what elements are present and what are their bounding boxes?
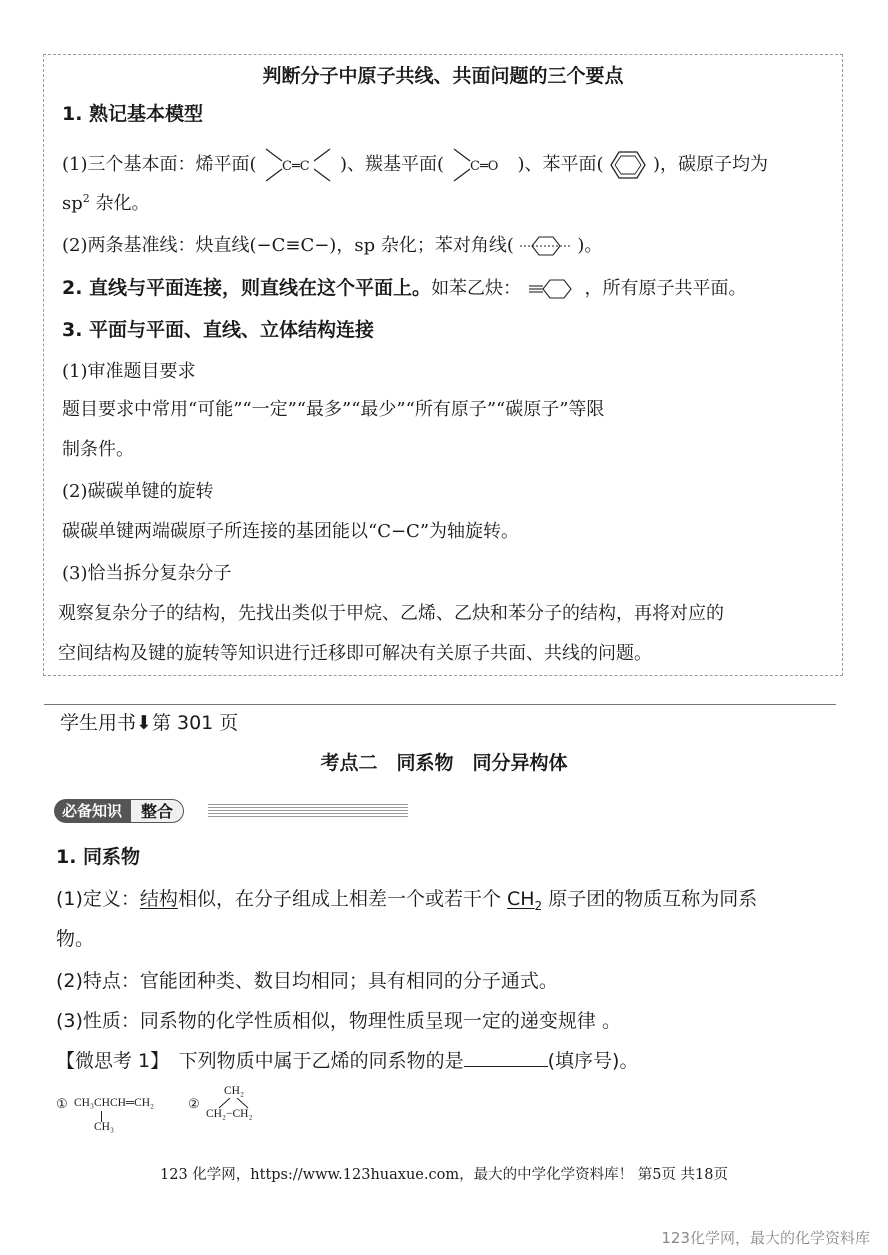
phenylacetylene-icon [527, 277, 579, 301]
section-divider [44, 704, 836, 705]
benzene-ring-icon [609, 149, 647, 181]
definition-line: (1)定义：结构相似，在分子组成上相差一个或若干个 $CH_2$ 原子团的物质互称为同系 [56, 888, 758, 913]
definition-line-2: 物。 [56, 928, 95, 950]
knowledge-tag [54, 798, 184, 824]
homolog-heading: 1. 同系物 [56, 846, 141, 868]
alkene-plane-structure [262, 145, 334, 185]
three-planes-line: (1)三个基本面：烯平面( C═C )、羰基平面( C═O )、苯平面( )，碳原子均为 [62, 145, 768, 185]
box-title: 判断分子中原子共线、共面问题的三个要点 [262, 65, 624, 87]
split-body-2: 空间结构及键的旋转等知识进行迁移即可解决有关原子共面、共线的问题。 [58, 643, 652, 664]
requirements-body-1: 题目要求中常用“可能”“一定”“最多”“最少”“所有原子”“碳原子”等限 [62, 399, 605, 420]
tag-decoration [208, 804, 408, 818]
down-arrow-icon: ⬇ [136, 712, 152, 734]
feature-line: (2)特点：官能团种类、数目均相同；具有相同的分子通式。 [56, 970, 558, 992]
alkene-label: C═C [282, 159, 310, 174]
plane-connect-heading: 3. 平面与平面、直线、立体结构连接 [62, 319, 375, 341]
subheading-split: (3)恰当拆分复杂分子 [62, 563, 232, 584]
requirements-body-2: 制条件。 [62, 439, 134, 460]
answer-blank[interactable] [464, 1048, 548, 1067]
carbonyl-plane-structure [450, 145, 512, 185]
subheading-rotation: (2)碳碳单键的旋转 [62, 481, 214, 502]
key-points-box [43, 54, 843, 676]
sp2-line: $sp^2$ 杂化。 [62, 192, 150, 214]
property-line: (3)性质：同系物的化学性质相似，物理性质呈现一定的递变规律 。 [56, 1010, 621, 1032]
line-plane-line: 2. 直线与平面连接，则直线在这个平面上。如苯乙炔： ，所有原子共平面。 [62, 277, 747, 299]
split-body-1: 观察复杂分子的结构，先找出类似于甲烷、乙烯、乙炔和苯分子的结构，再将对应的 [58, 603, 724, 624]
two-lines-line: (2)两条基准线：炔直线(−C≡C−)，sp 杂化；苯对角线( )。 [62, 235, 603, 256]
subheading-requirements: (1)审准题目要求 [62, 361, 196, 382]
model-heading: 1. 熟记基本模型 [62, 103, 204, 125]
benzene-diagonal-icon [520, 234, 572, 258]
carbonyl-label: C═O [469, 159, 499, 174]
page-footer: 123 化学网，https://www.123huaxue.com，最大的中学化学资料库！ 第5页 共18页 [160, 1167, 728, 1183]
tag-left: 必备知识 [54, 799, 130, 823]
think-question: 【微思考 1】 下列物质中属于乙烯的同系物的是 (填序号)。 [56, 1050, 639, 1072]
watermark: 123化学网，最大的化学资料库 [661, 1229, 870, 1247]
student-book-ref: 学生用书⬇第 301 页 [60, 712, 239, 734]
tag-right: 整合 [130, 799, 184, 823]
rotation-body: 碳碳单键两端碳原子所连接的基团能以“C−C”为轴旋转。 [62, 521, 520, 542]
section-title: 考点二 同系物 同分异构体 [320, 752, 568, 774]
